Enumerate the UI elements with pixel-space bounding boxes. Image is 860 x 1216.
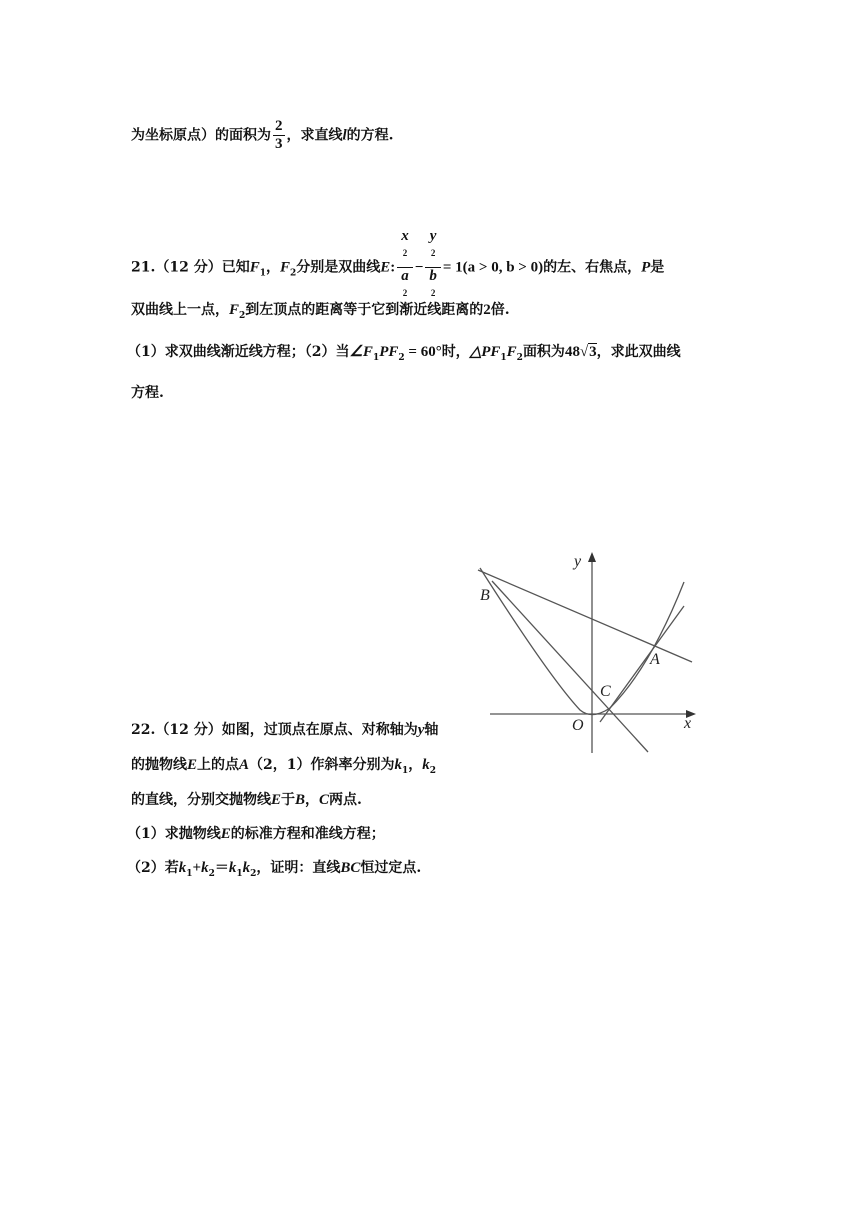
q21-minus: − xyxy=(414,259,424,276)
q22-E2: E xyxy=(271,792,282,808)
q22-p2-k3: k xyxy=(228,860,237,876)
q21-part2-c: ，求此双曲线 xyxy=(596,344,681,360)
q21-line2-sub: 2 xyxy=(239,310,246,321)
q21-line2-a: 双曲线上一点， xyxy=(131,302,229,318)
q22-part2-a: （2）若 xyxy=(127,860,179,876)
q22-p2-k4: k xyxy=(242,860,251,876)
q22-line2-b: 上的点 xyxy=(197,757,240,773)
label-x: x xyxy=(684,715,692,732)
q22-line2 xyxy=(131,755,436,781)
q22-line1 xyxy=(131,720,438,740)
q20-fraction xyxy=(273,118,285,153)
label-b: B xyxy=(480,587,490,604)
q21-sub2: 2 xyxy=(290,268,297,279)
q22-B: B xyxy=(295,792,306,808)
q21-part2-a: 时， xyxy=(441,344,470,360)
q22-axis: 轴 xyxy=(424,722,439,738)
q22-comma: ， xyxy=(305,792,320,808)
q21-tri: △PF xyxy=(469,344,501,360)
q20-text-a: 为坐标原点）的面积为 xyxy=(131,127,271,144)
q21-eq-tail: = 1(a > 0, b > 0) xyxy=(442,259,544,276)
q21-angle-eq: = 60° xyxy=(404,344,442,360)
q21-line2-b: 到左顶点的距离等于它到渐近线距离的 xyxy=(245,302,484,318)
q20-line xyxy=(131,118,394,153)
line-ba xyxy=(478,570,692,662)
q20-frac-den: 3 xyxy=(275,136,283,152)
q21-F1: F xyxy=(249,259,260,276)
q21-sup-b: 2 xyxy=(430,288,436,298)
q21-sup-a: 2 xyxy=(402,288,408,298)
q21-frac-y xyxy=(425,228,441,307)
q21-text-a: 分别是双曲线 xyxy=(296,259,381,276)
q22-p2-k1s: 1 xyxy=(186,868,193,879)
q21-frac-x xyxy=(397,228,413,307)
q22-line3 xyxy=(131,790,362,810)
line-ac xyxy=(600,606,684,722)
q22-p2-k4s: 2 xyxy=(250,868,257,879)
q22-line3-a: 的直线，分别交抛物线 xyxy=(131,792,271,808)
q21-line2-c: 倍. xyxy=(490,302,510,318)
label-a: A xyxy=(650,651,660,668)
q22-line5 xyxy=(127,858,422,884)
q21-sup-x: 2 xyxy=(402,248,408,258)
q22-A: A xyxy=(239,757,250,773)
q21-line3: （1）求双曲线渐近线方程；（2）当$\angle F_1PF_2 = 60^\circ$时，$\triangle PF_1F_2$面积为48√3，求此双曲线 xyxy=(127,344,681,363)
q22-part2-c: 恒过定点. xyxy=(360,860,422,876)
q22-k2s: 2 xyxy=(429,765,437,776)
q21-b: b xyxy=(429,268,437,284)
q22-BC: BC xyxy=(340,860,361,876)
q20-text-b: ，求直线 xyxy=(286,127,343,144)
q21-text-b: 的左、右焦点， xyxy=(543,259,642,276)
q21-area-num: 48 xyxy=(564,344,580,360)
q20-var-l: l xyxy=(342,127,347,144)
q22-eq: ＝ xyxy=(214,860,229,876)
q21-part1: （1）求双曲线渐近线方程；（2）当 xyxy=(127,344,350,360)
q21-comma: ， xyxy=(266,259,280,276)
q21-line2 xyxy=(131,300,510,326)
q22-line3-b: 于 xyxy=(281,792,296,808)
y-axis-arrow xyxy=(588,552,596,562)
q22-p2-k3s: 1 xyxy=(236,868,243,879)
label-y: y xyxy=(574,553,582,570)
q21-tri-F: F xyxy=(506,344,517,360)
q22-p2-k2s: 2 xyxy=(208,868,215,879)
q21-number: 21.（12 分）已知 xyxy=(131,259,250,276)
q20-text-c: 的方程. xyxy=(346,127,394,144)
q21-text-c: 是 xyxy=(650,259,665,276)
q22-y: y xyxy=(417,722,425,738)
q22-part2-b: ，证明：直线 xyxy=(256,860,341,876)
q21-P: P xyxy=(641,259,651,276)
label-o: O xyxy=(572,717,584,734)
q22-k1: k xyxy=(394,757,403,773)
line-bc xyxy=(492,581,648,752)
q21-a: a xyxy=(401,268,409,284)
q21-area-sqrt: 3 xyxy=(589,344,597,360)
q22-C: C xyxy=(319,792,330,808)
q21-F2: F xyxy=(280,259,291,276)
q21-colon: : xyxy=(390,259,396,276)
q22-plus: + xyxy=(192,860,202,876)
q22-p2-k1: k xyxy=(178,860,187,876)
label-c: C xyxy=(600,683,611,700)
q21-line2-two: 2 xyxy=(483,302,491,318)
q22-k2: k xyxy=(422,757,430,773)
parabola-figure xyxy=(470,548,710,758)
q21-sup-y: 2 xyxy=(430,248,436,258)
q22-part1-b: 的标准方程和准线方程； xyxy=(230,826,385,842)
q22-k1s: 1 xyxy=(402,765,409,776)
q21-part2-b: 面积为 xyxy=(522,344,565,360)
q21-sub1: 1 xyxy=(259,268,266,279)
q22-line2-a: 的抛物线 xyxy=(131,757,187,773)
q22-p2-k2: k xyxy=(201,860,209,876)
q21-line1 xyxy=(131,228,664,307)
q22-E: E xyxy=(187,757,198,773)
q21-E: E xyxy=(380,259,391,276)
q21-x: x xyxy=(401,228,409,244)
q22-point: （2，1）作斜率分别为 xyxy=(249,757,395,773)
q21-angle-mid: PF xyxy=(379,344,399,360)
q22-part1-a: （1）求抛物线 xyxy=(127,826,221,842)
q21-angle-s2: 2 xyxy=(398,352,405,363)
q22-line3-c: 两点. xyxy=(329,792,362,808)
q21-y: y xyxy=(429,228,437,244)
parabola-curve xyxy=(480,568,684,715)
q21-angle-s1: 1 xyxy=(372,352,380,363)
q21-line2-F: F xyxy=(229,302,240,318)
q22-number: 22.（12 分）如图，过顶点在原点、对称轴为 xyxy=(131,722,418,738)
q21-tri-s1: 1 xyxy=(500,352,507,363)
q22-E3: E xyxy=(220,826,231,842)
q21-tri-s2: 2 xyxy=(516,352,523,363)
q22-sep: ， xyxy=(408,757,423,773)
q21-line4: 方程. xyxy=(131,385,164,401)
q22-line4 xyxy=(127,824,385,844)
q20-frac-num: 2 xyxy=(275,118,283,134)
q21-angle: ∠F xyxy=(349,344,373,360)
